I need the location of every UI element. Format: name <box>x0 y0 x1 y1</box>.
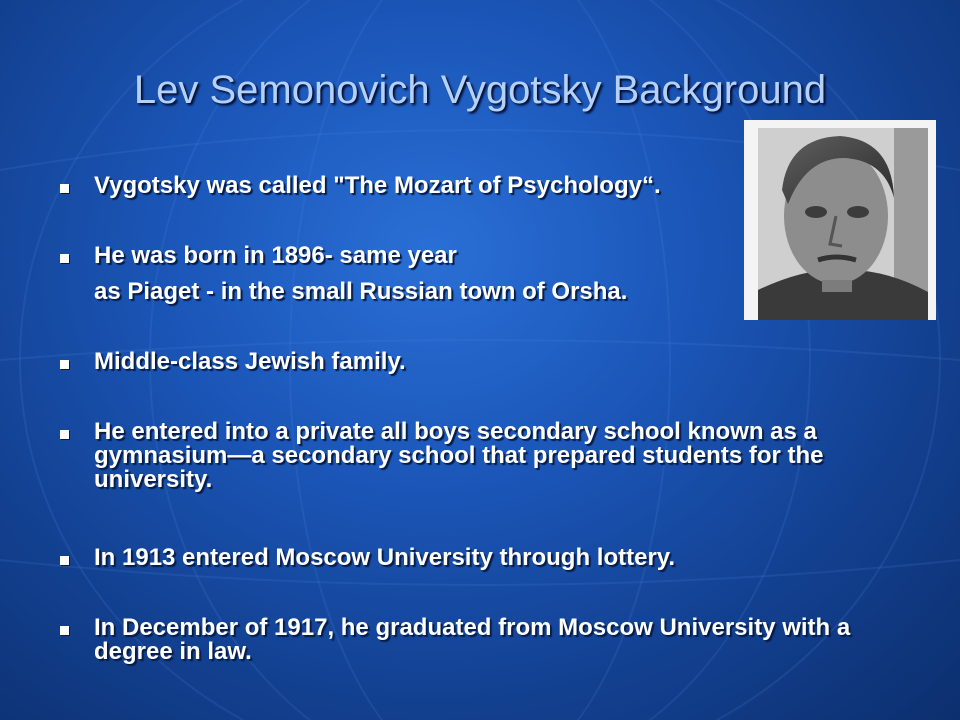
bullet-square-icon <box>60 360 69 369</box>
bullet-square-icon <box>60 626 69 635</box>
bullet-square-icon <box>60 430 69 439</box>
bullet-continuation-text: as Piaget - in the small Russian town of Orsha. <box>94 278 628 305</box>
slide-title: Lev Semonovich Vygotsky Background <box>133 68 827 112</box>
bullet-text: He entered into a private all boys secondary school known as a gymnasium—a secondary school that prepared students for the university. <box>94 418 824 493</box>
bullet-square-icon <box>60 556 69 565</box>
bullet-text: Vygotsky was called "The Mozart of Psychology“. <box>94 172 661 199</box>
bullet-square-icon <box>60 254 69 263</box>
bullet-text: In 1913 entered Moscow University through lottery. <box>94 544 676 571</box>
bullet-square-icon <box>60 184 69 193</box>
bullet-text: He was born in 1896- same year <box>94 242 457 269</box>
bullet-text: In December of 1917, he graduated from Moscow University with a degree in law. <box>94 614 851 665</box>
bullet-text: Middle-class Jewish family. <box>94 348 406 375</box>
